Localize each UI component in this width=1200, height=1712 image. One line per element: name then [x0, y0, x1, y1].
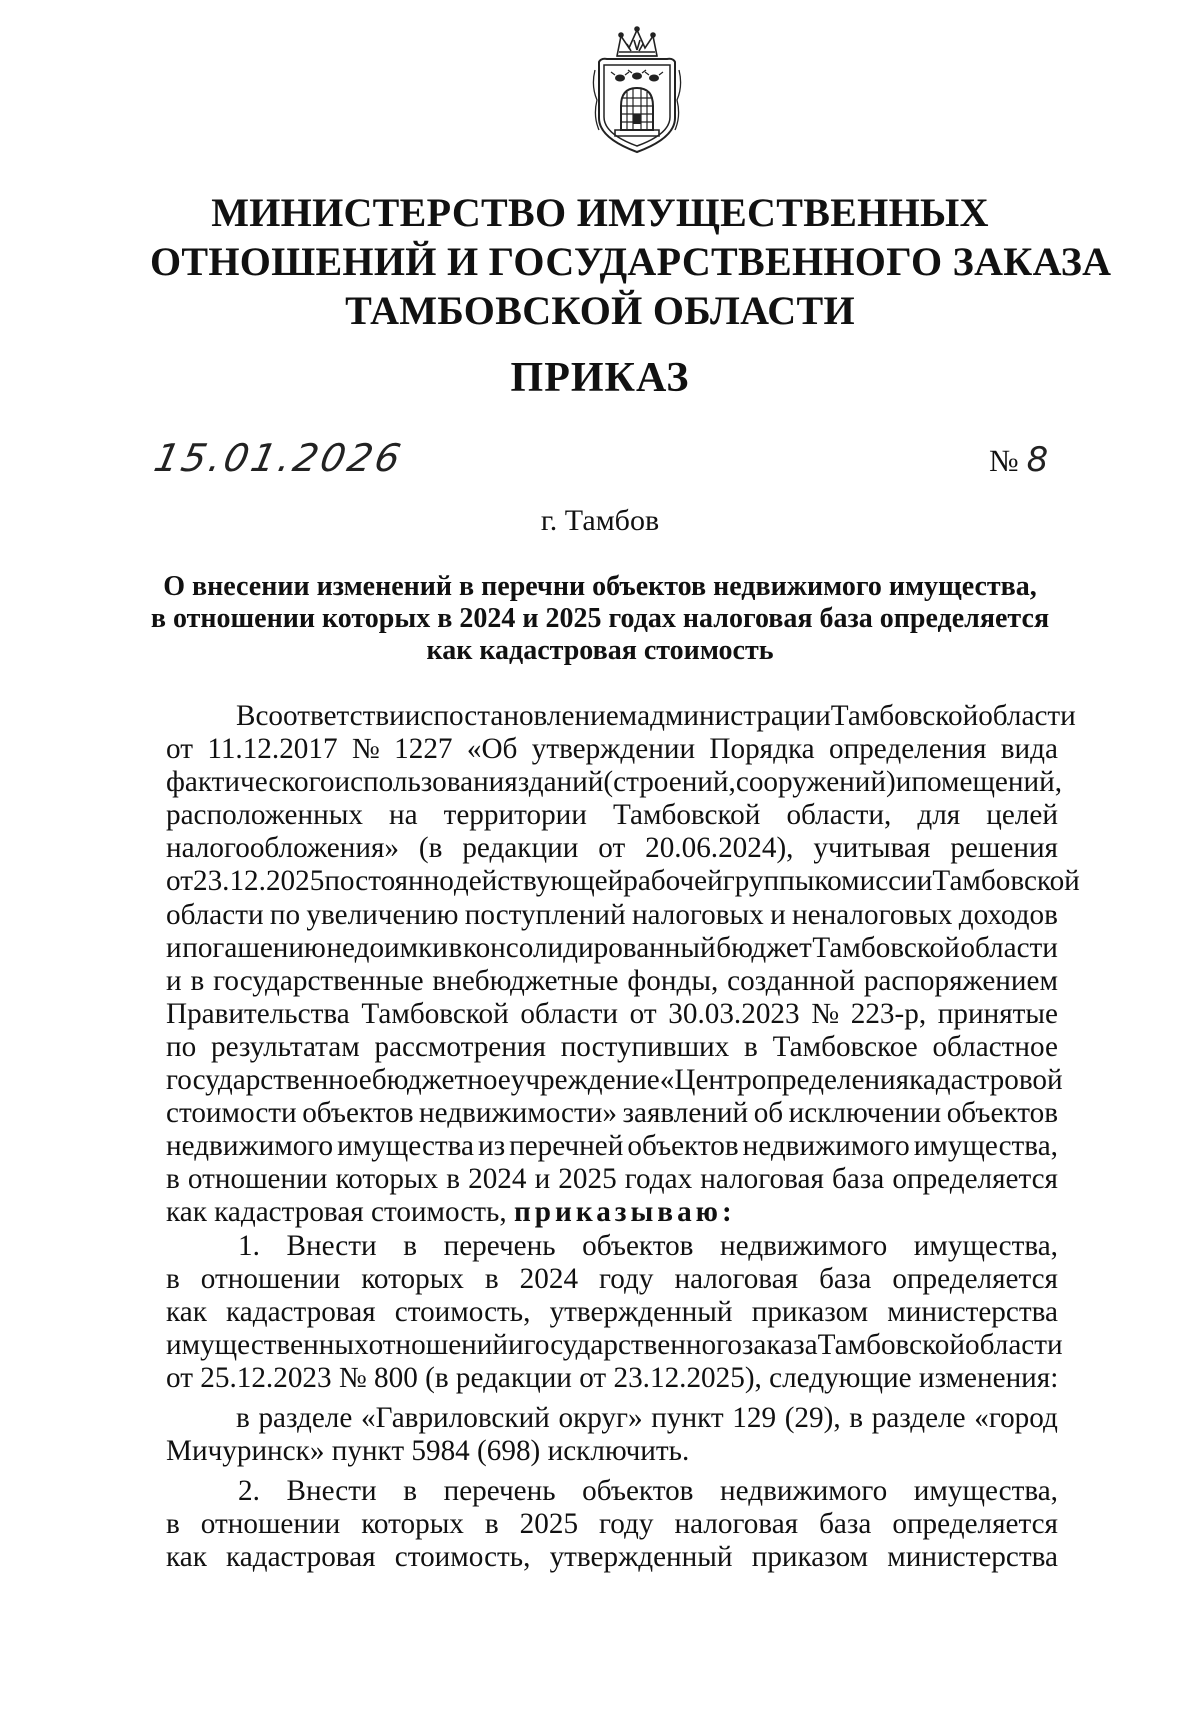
text-line: 2. Внести в перечень объектов недвижимого имущества, — [238, 1475, 1058, 1508]
subject-line: О внесении изменений в перечни объектов недвижимого имущества, — [163, 571, 1037, 602]
item-1-paragraph — [166, 1229, 1063, 1362]
text-line: недвижимого имущества из перечней объектов недвижимого имущества, — [166, 1130, 1058, 1163]
text-line: как кадастровая стоимость, утвержденный приказом министерства — [166, 1295, 1058, 1328]
document-number — [989, 440, 1048, 480]
text-line: В соответствии с постановлением администрации Тамбовской области — [236, 700, 1076, 732]
text-line: области по увеличению поступлений налоговых и неналоговых доходов — [166, 898, 1058, 931]
text-line: в отношении которых в 2024 году налоговая база определяется — [166, 1262, 1058, 1295]
text-line: 1. Внести в перечень объектов недвижимого имущества, — [238, 1229, 1058, 1262]
text-line: по результатам рассмотрения поступивших в Тамбовское областное — [166, 1030, 1058, 1063]
preamble-last-prefix: как кадастровая стоимость, — [166, 1196, 507, 1229]
ministry-line: ТАМБОВСКОЙ ОБЛАСТИ — [345, 288, 855, 333]
text-line: налогообложения» (в редакции от 20.06.2024), учитывая решения — [166, 832, 1058, 865]
document-type-title: ПРИКАЗ — [510, 355, 690, 401]
handwritten-date: 15.01.2026 — [150, 436, 408, 480]
preamble-last-line — [166, 1196, 1058, 1229]
ministry-line: ОТНОШЕНИЙ И ГОСУДАРСТВЕННОГО ЗАКАЗА — [150, 239, 1112, 284]
subject-line: в отношении которых в 2024 и 2025 годах налоговая база определяется — [150, 603, 1050, 634]
text-line: от 11.12.2017 № 1227 «Об утверждении Порядка определения вида — [166, 733, 1058, 766]
body-text — [166, 700, 1080, 1574]
text-line: стоимости объектов недвижимости» заявлений об исключении объектов — [166, 1097, 1058, 1130]
item-1-change-paragraph — [166, 1402, 1058, 1435]
tambov-coat-of-arms-icon — [587, 26, 687, 156]
item-1-last-line: от 25.12.2023 № 800 (в редакции от 23.12.2025), следующие изменения: — [166, 1361, 1059, 1394]
ministry-line: МИНИСТЕРСТВО ИМУЩЕСТВЕННЫХ — [211, 190, 989, 235]
text-line: имущественных отношений и государственного заказа Тамбовской области — [166, 1328, 1063, 1361]
text-line: от 23.12.2025 постоянно действующей рабочей группы комиссии Тамбовской — [166, 865, 1080, 898]
text-line: фактического использования зданий (строений, сооружений) и помещений, — [166, 766, 1063, 799]
text-line: в разделе «Гавриловский округ» пункт 129 (29), в разделе «город — [236, 1401, 1058, 1434]
item-1-change-last-line: Мичуринск» пункт 5984 (698) исключить. — [166, 1435, 690, 1468]
number-label: № — [989, 443, 1019, 478]
subject-line: как кадастровая стоимость — [426, 635, 774, 666]
ministry-heading — [150, 188, 1112, 335]
subject-heading — [150, 571, 1050, 667]
preamble-paragraph — [166, 700, 1080, 1196]
text-line: в отношении которых в 2024 и 2025 годах налоговая база определяется — [166, 1163, 1058, 1196]
text-line: и в государственные внебюджетные фонды, созданной распоряжением — [166, 964, 1058, 997]
item-2-paragraph — [166, 1475, 1058, 1574]
text-line: и погашению недоимки в консолидированный бюджет Тамбовской области — [166, 931, 1058, 964]
text-line: государственное бюджетное учреждение «Центр определения кадастровой — [166, 1064, 1063, 1097]
order-word: приказываю: — [513, 1196, 736, 1229]
text-line: в отношении которых в 2025 году налоговая база определяется — [166, 1508, 1058, 1541]
text-line: расположенных на территории Тамбовской области, для целей — [166, 799, 1058, 832]
city-line: г. Тамбов — [540, 504, 660, 537]
text-line: Правительства Тамбовской области от 30.03.2023 № 223-р, принятые — [166, 997, 1058, 1030]
text-line: как кадастровая стоимость, утвержденный приказом министерства — [166, 1541, 1058, 1574]
handwritten-number: 8 — [1026, 440, 1049, 480]
